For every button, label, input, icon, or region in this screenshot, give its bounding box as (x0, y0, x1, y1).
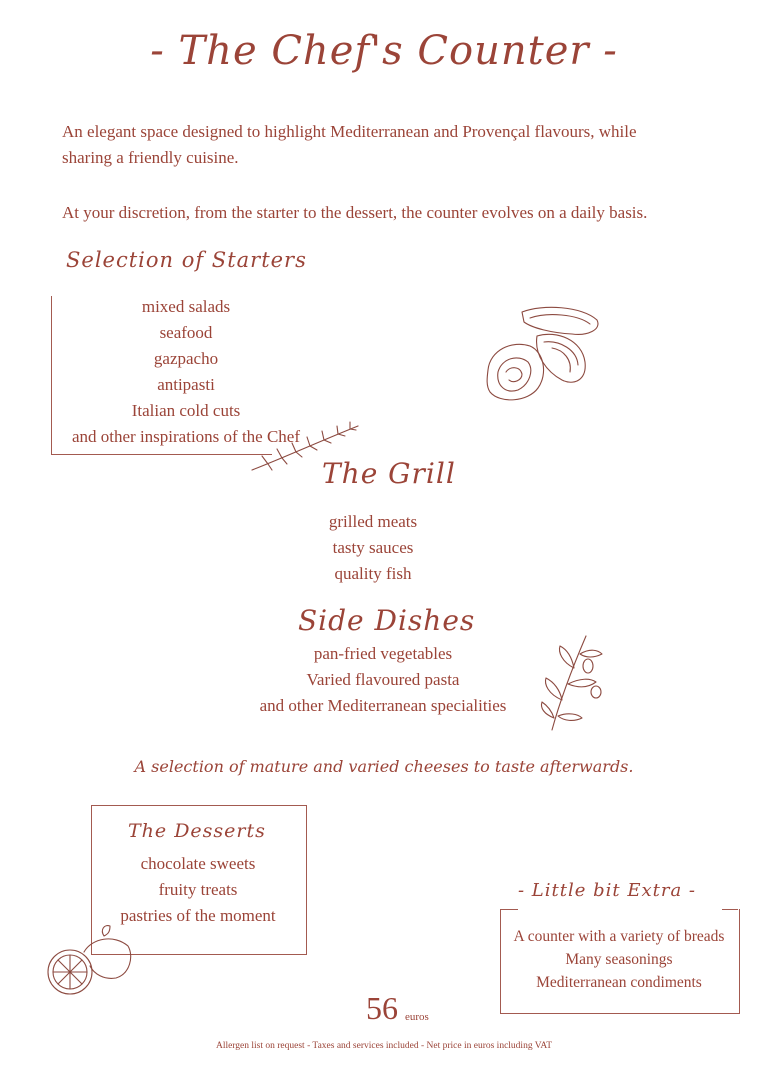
extra-item: Many seasonings (565, 951, 673, 968)
side-item: Varied flavoured pasta (306, 670, 460, 689)
sides-heading: Side Dishes (298, 604, 476, 637)
starter-item: antipasti (157, 375, 215, 394)
intro-line-1: An elegant space designed to highlight Mediterranean and Provençal flavours, while (62, 122, 637, 141)
starter-item: mixed salads (141, 297, 231, 316)
desserts-heading: The Desserts (128, 820, 266, 842)
grill-heading: The Grill (322, 457, 456, 490)
cheese-note: A selection of mature and varied cheeses to taste afterwards. (134, 757, 634, 776)
starter-item: seafood (159, 323, 213, 342)
starters-heading: Selection of Starters (66, 248, 307, 272)
footer-note: Allergen list on request - Taxes and services included - Net price in euros including VAT (215, 1041, 553, 1051)
extra-item: A counter with a variety of breads (513, 928, 725, 945)
dessert-item: chocolate sweets (140, 854, 256, 873)
side-item: and other Mediterranean specialities (259, 696, 507, 715)
sides-list (222, 641, 544, 719)
extra-heading: - Little bit Extra - (518, 880, 697, 901)
olive-branch-icon (538, 628, 608, 733)
starter-item: and other inspirations of the Chef (71, 427, 301, 446)
lemon-icon (44, 922, 136, 1002)
page-title: - The Chef's Counter - (150, 28, 618, 74)
dessert-item: fruity treats (158, 880, 238, 899)
grill-item: tasty sauces (332, 538, 414, 557)
extra-item: Mediterranean condiments (536, 974, 702, 991)
intro-line-3: At your discretion, from the starter to the dessert, the counter evolves on a daily basis. (62, 203, 648, 222)
grill-item: quality fish (334, 564, 412, 583)
desserts-list (93, 851, 303, 929)
price-unit: euros (405, 1011, 429, 1023)
dessert-item: pastries of the moment (120, 906, 276, 925)
extra-list (502, 925, 736, 994)
oyster-icon (482, 300, 607, 410)
starter-item: gazpacho (153, 349, 219, 368)
price-amount: 56 (366, 990, 398, 1026)
intro-line-2: sharing a friendly cuisine. (62, 148, 239, 167)
grill-list (288, 509, 458, 587)
grill-item: grilled meats (328, 512, 418, 531)
starter-item: Italian cold cuts (131, 401, 241, 420)
side-item: pan-fried vegetables (313, 644, 453, 663)
